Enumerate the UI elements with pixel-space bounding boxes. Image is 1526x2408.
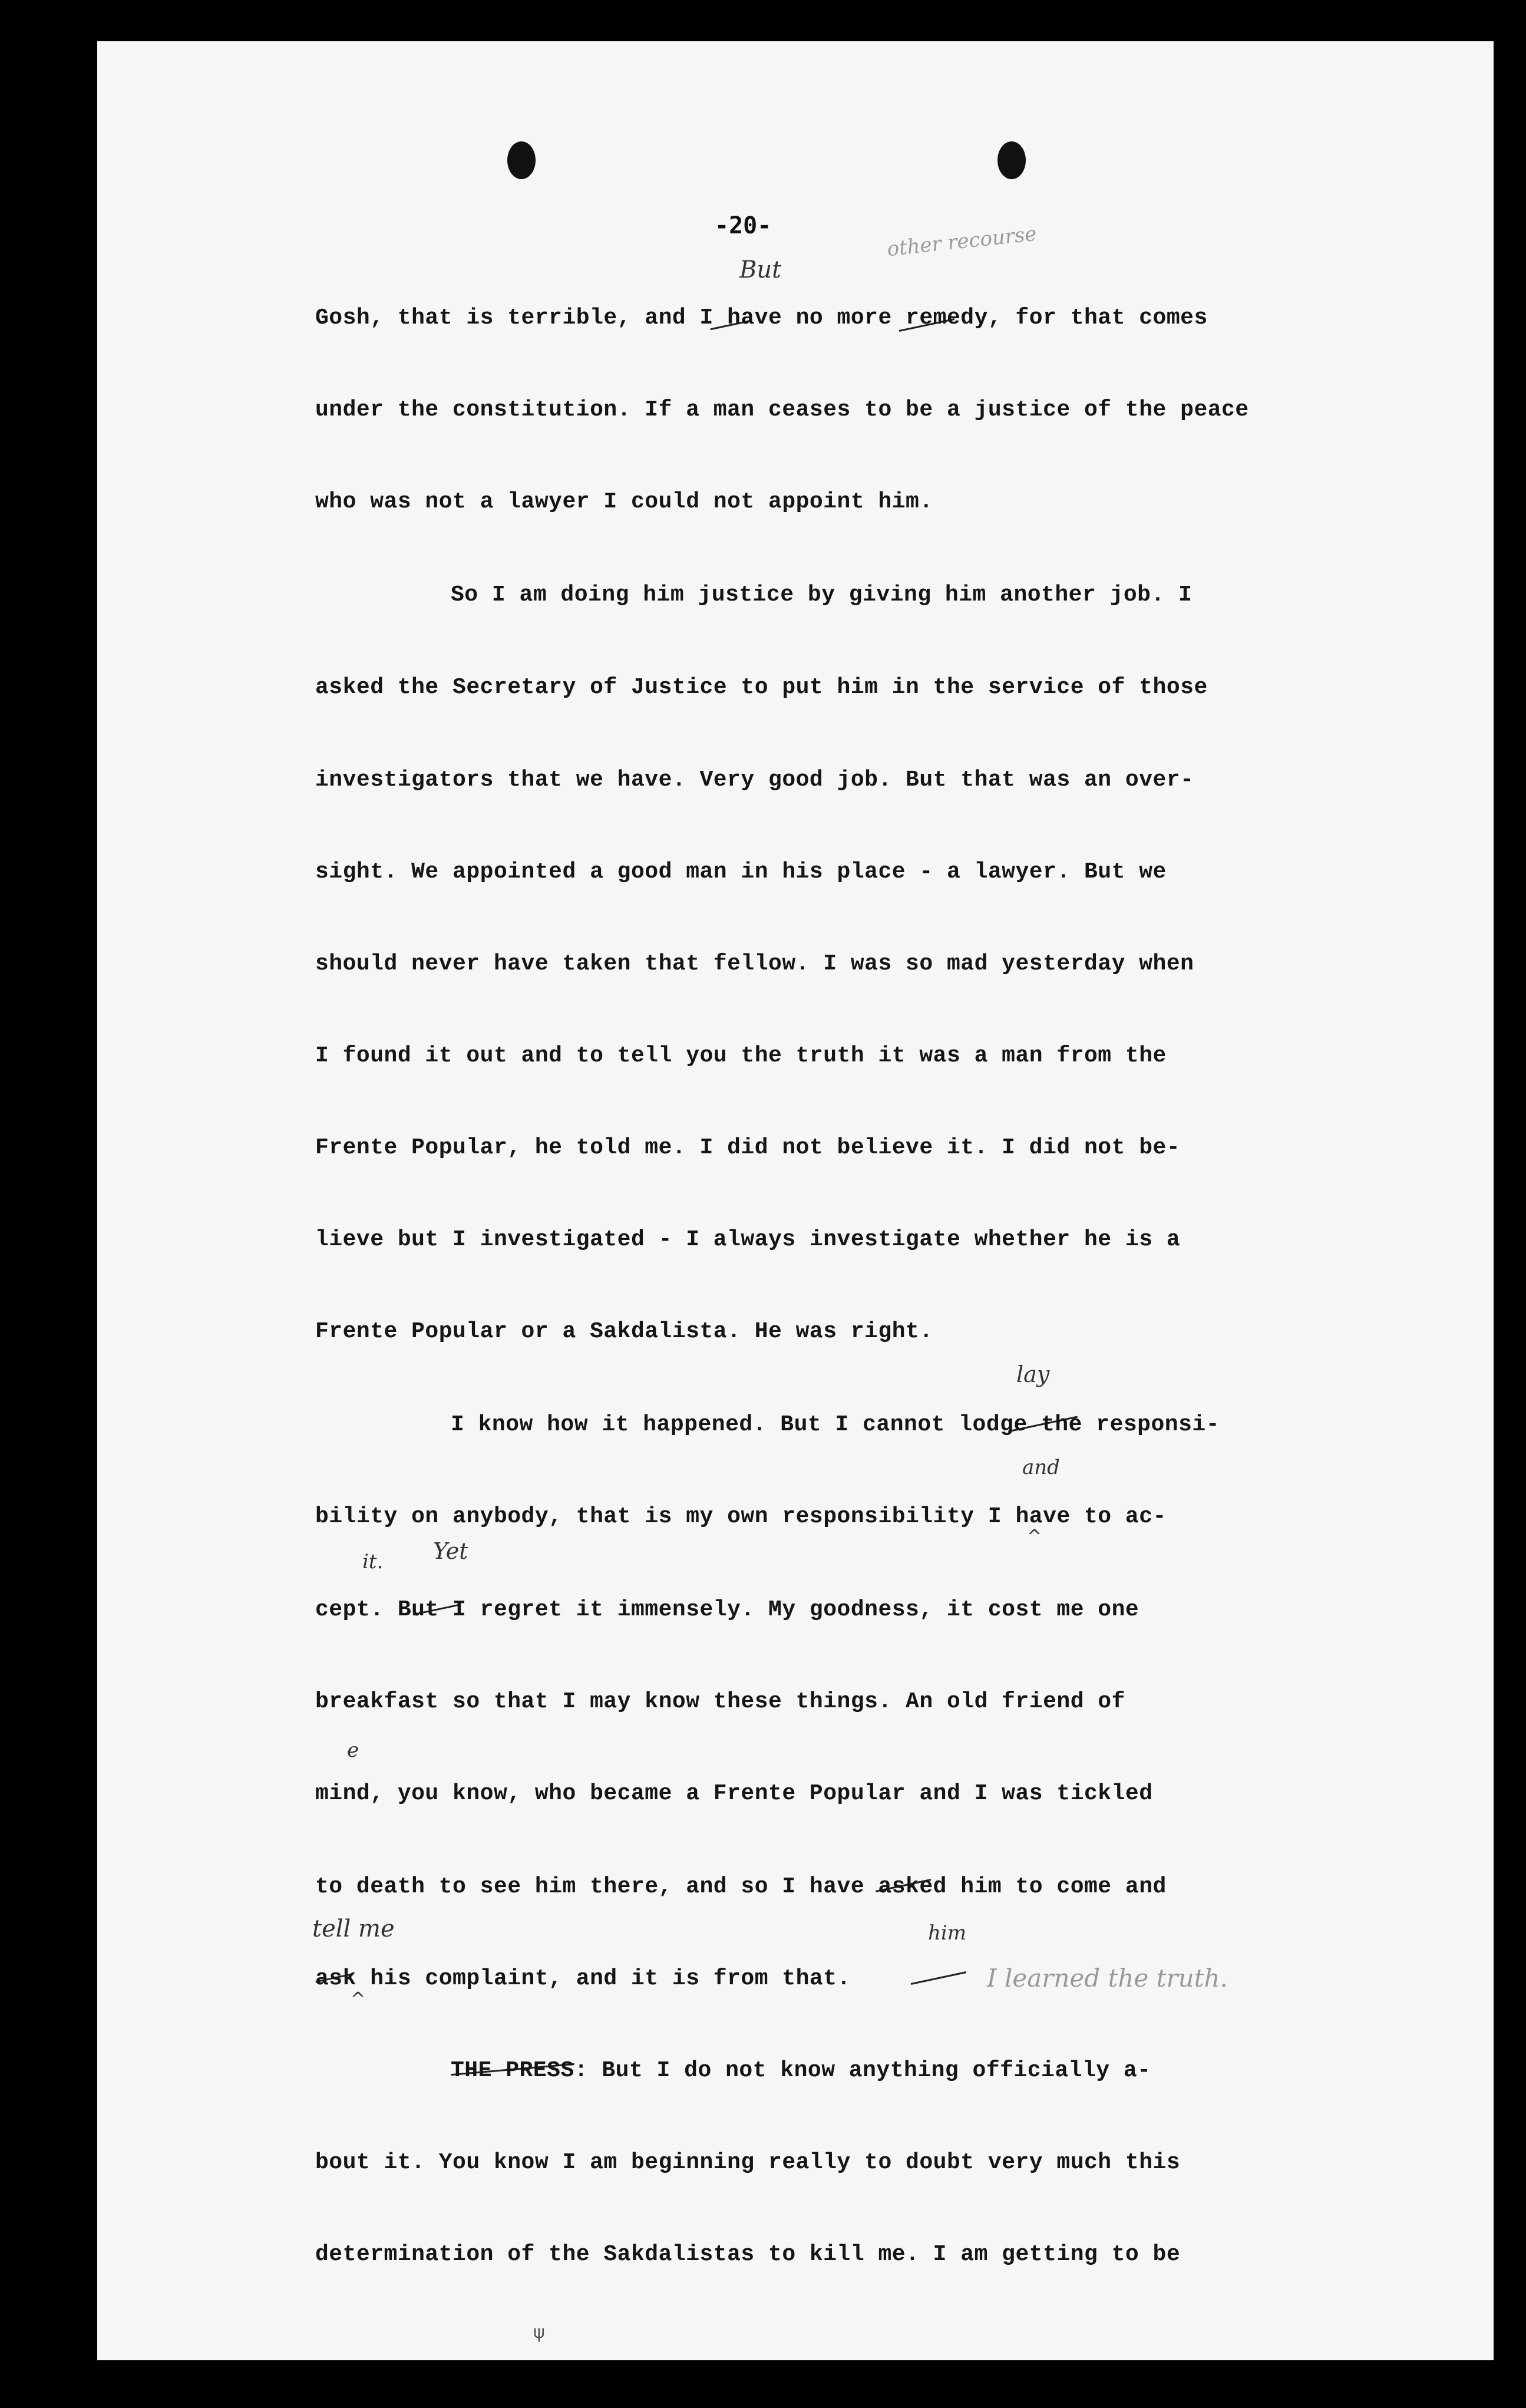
text-line-10: Frente Popular, he told me. I did not believe it. I did not be- bbox=[315, 1135, 1181, 1160]
insertion-caret-tell: ^ bbox=[351, 1989, 366, 2010]
text-line-17: mind, you know, who became a Frente Popular and I was tickled bbox=[315, 1781, 1153, 1806]
annotation-yet: Yet bbox=[433, 1538, 468, 1564]
page-number: -20- bbox=[715, 212, 772, 239]
text-line-8: should never have taken that fellow. I was so mad yesterday when bbox=[315, 951, 1194, 977]
text-line-1: Gosh, that is terrible, and I have no more remedy, for that comes bbox=[315, 305, 1208, 331]
text-line-18: to death to see him there, and so I have asked him to come and bbox=[315, 1874, 1167, 1899]
text-line-15: cept. But I regret it immensely. My goodness, it cost me one bbox=[315, 1597, 1139, 1622]
punch-hole-left bbox=[507, 141, 536, 179]
annotation-e: e bbox=[347, 1739, 359, 1762]
text-line-11: lieve but I investigated - I always investigate whether he is a bbox=[315, 1227, 1181, 1252]
document-page bbox=[97, 41, 1494, 2360]
text-line-5: asked the Secretary of Justice to put him in the service of those bbox=[315, 675, 1208, 700]
annotation-other-recourse: other recourse bbox=[886, 222, 1038, 262]
text-line-20: THE PRESS: But I do not know anything officially a- bbox=[451, 2058, 1151, 2083]
text-line-12: Frente Popular or a Sakdalista. He was right. bbox=[315, 1319, 933, 1344]
annotation-lay: lay bbox=[1016, 1361, 1050, 1387]
text-line-16: breakfast so that I may know these things. An old friend of bbox=[315, 1689, 1125, 1714]
text-line-21: bout it. You know I am beginning really to doubt very much this bbox=[315, 2150, 1181, 2175]
text-line-2: under the constitution. If a man ceases to be a justice of the peace bbox=[315, 397, 1249, 423]
strike-that bbox=[911, 1971, 967, 1985]
text-line-19: ask his complaint, and it is from that. bbox=[315, 1966, 851, 1991]
text-line-3: who was not a lawyer I could not appoint him. bbox=[315, 489, 933, 514]
text-line-4: So I am doing him justice by giving him another job. I bbox=[451, 582, 1193, 608]
text-line-14: bility on anybody, that is my own responsibility I have to ac- bbox=[315, 1504, 1167, 1529]
annotation-learned-truth: I learned the truth. bbox=[987, 1964, 1228, 1993]
annotation-and: and bbox=[1022, 1456, 1060, 1479]
text-line-9: I found it out and to tell you the truth it was a man from the bbox=[315, 1043, 1167, 1068]
annotation-him: him bbox=[928, 1921, 967, 1945]
punch-hole-right bbox=[997, 141, 1026, 179]
annotation-tell-me: tell me bbox=[312, 1915, 395, 1942]
insertion-caret-and: ^ bbox=[1027, 1526, 1042, 1547]
text-line-7: sight. We appointed a good man in his place - a lawyer. But we bbox=[315, 859, 1167, 885]
text-line-22: determination of the Sakdalistas to kill me. I am getting to be bbox=[315, 2242, 1181, 2267]
text-line-6: investigators that we have. Very good job. But that was an over- bbox=[315, 767, 1194, 793]
annotation-but: But bbox=[739, 256, 782, 283]
text-line-13: I know how it happened. But I cannot lodge the responsi- bbox=[451, 1412, 1220, 1437]
bottom-page-mark: ψ bbox=[533, 2322, 545, 2343]
annotation-it: it. bbox=[362, 1550, 384, 1574]
